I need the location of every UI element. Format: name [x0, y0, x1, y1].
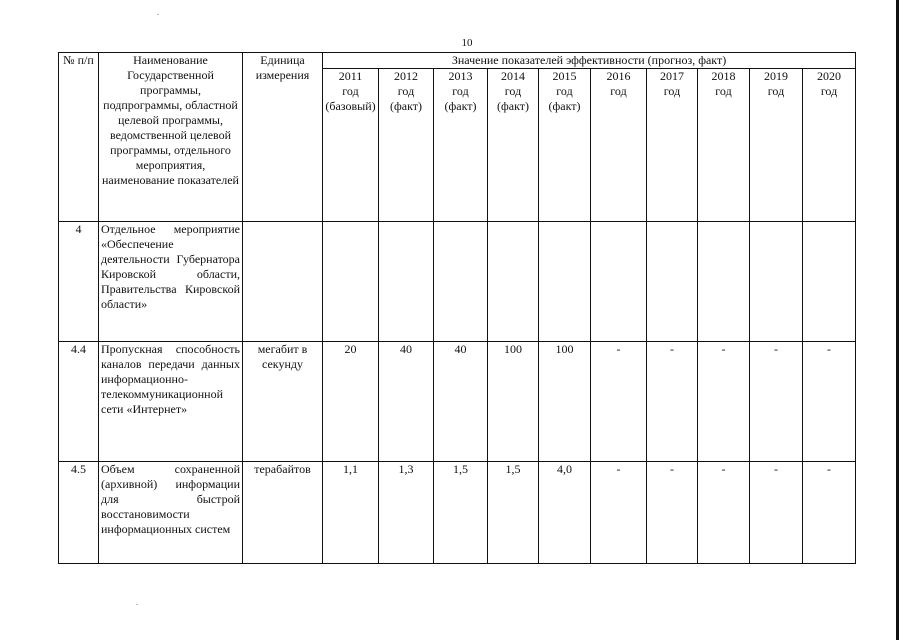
header-year-sub: год (факт): [496, 84, 529, 113]
row-value: -: [698, 342, 750, 462]
row-indicator-name: Объем сохраненной (архивной) информации для быстрой восстановимости информационных систем: [99, 462, 243, 564]
row-number: 4.5: [59, 462, 99, 564]
row-value: -: [591, 462, 647, 564]
row-value: [323, 222, 379, 342]
header-year-sub: год: [610, 84, 627, 98]
header-year-0: [323, 69, 379, 222]
table-row: [59, 462, 856, 564]
row-value: 20: [323, 342, 379, 462]
row-value: [647, 222, 698, 342]
header-year-sub: год (факт): [548, 84, 581, 113]
row-unit: терабайтов: [243, 462, 323, 564]
row-value: [434, 222, 488, 342]
header-year-sub: год: [820, 84, 838, 98]
header-year-5: [591, 69, 647, 222]
row-indicator-name: Отдельное мероприятие «Обеспечение деятельности Губернатора Кировской области, Правительства Кировской области»: [99, 222, 243, 342]
performance-indicators-table: [58, 52, 856, 564]
row-value: 40: [379, 342, 434, 462]
header-year-sub: год: [715, 84, 732, 98]
row-value: 100: [539, 342, 591, 462]
header-year-8: [750, 69, 803, 222]
scan-speck: [157, 14, 159, 15]
header-year-sub: год (факт): [389, 84, 422, 113]
header-year-6: [647, 69, 698, 222]
header-year-label: 2014: [501, 69, 525, 83]
header-year-label: 2012: [394, 69, 418, 83]
row-value: 100: [488, 342, 539, 462]
row-value: [488, 222, 539, 342]
row-value: 4,0: [539, 462, 591, 564]
header-num: № п/п: [59, 53, 99, 222]
header-year-label: 2020: [817, 69, 841, 83]
header-year-7: [698, 69, 750, 222]
header-year-sub: год (факт): [444, 84, 477, 113]
header-unit: Единица измерения: [243, 53, 323, 222]
page-number: 10: [461, 37, 473, 49]
row-indicator-name: Пропускная способность каналов передачи данных информационно-телекоммуникационной сети «Интернет»: [99, 342, 243, 462]
row-value: -: [698, 462, 750, 564]
table-body: [59, 222, 856, 564]
row-number: 4.4: [59, 342, 99, 462]
row-value: -: [750, 342, 803, 462]
header-year-label: 2011: [338, 69, 363, 83]
row-value: 1,1: [323, 462, 379, 564]
header-year-label: 2015: [552, 69, 577, 83]
header-year-3: [488, 69, 539, 222]
header-year-label: 2018: [711, 69, 736, 83]
header-values-group: Значение показателей эффективности (прогноз, факт): [323, 53, 856, 69]
row-value: -: [803, 462, 856, 564]
row-value: 1,5: [488, 462, 539, 564]
row-value: [750, 222, 803, 342]
row-unit: мегабит в секунду: [243, 342, 323, 462]
header-year-sub: год: [767, 84, 785, 98]
header-year-4: [539, 69, 591, 222]
row-value: 1,5: [434, 462, 488, 564]
row-value: [539, 222, 591, 342]
header-year-2: [434, 69, 488, 222]
row-value: -: [647, 462, 698, 564]
row-value: [803, 222, 856, 342]
row-value: -: [647, 342, 698, 462]
header-year-label: 2016: [606, 69, 631, 83]
header-name: Наименование Государственной программы, подпрограммы, областной целевой программы, ведомственной целевой программы, отдельного мероприятия, наименование показателей: [99, 53, 243, 222]
header-year-sub: год: [663, 84, 681, 98]
header-year-sub: год (базовый): [325, 84, 376, 113]
header-year-1: [379, 69, 434, 222]
row-value: 40: [434, 342, 488, 462]
row-value: -: [591, 342, 647, 462]
header-year-label: 2013: [448, 69, 473, 83]
row-value: -: [803, 342, 856, 462]
scan-speck: [136, 604, 138, 605]
row-value: [379, 222, 434, 342]
scan-edge-rule: [896, 0, 899, 640]
header-year-label: 2017: [660, 69, 684, 83]
header-year-9: [803, 69, 856, 222]
table-row: [59, 342, 856, 462]
row-unit: [243, 222, 323, 342]
row-value: [698, 222, 750, 342]
row-value: -: [750, 462, 803, 564]
table-row: [59, 222, 856, 342]
row-value: 1,3: [379, 462, 434, 564]
header-year-label: 2019: [764, 69, 788, 83]
row-value: [591, 222, 647, 342]
row-number: 4: [59, 222, 99, 342]
